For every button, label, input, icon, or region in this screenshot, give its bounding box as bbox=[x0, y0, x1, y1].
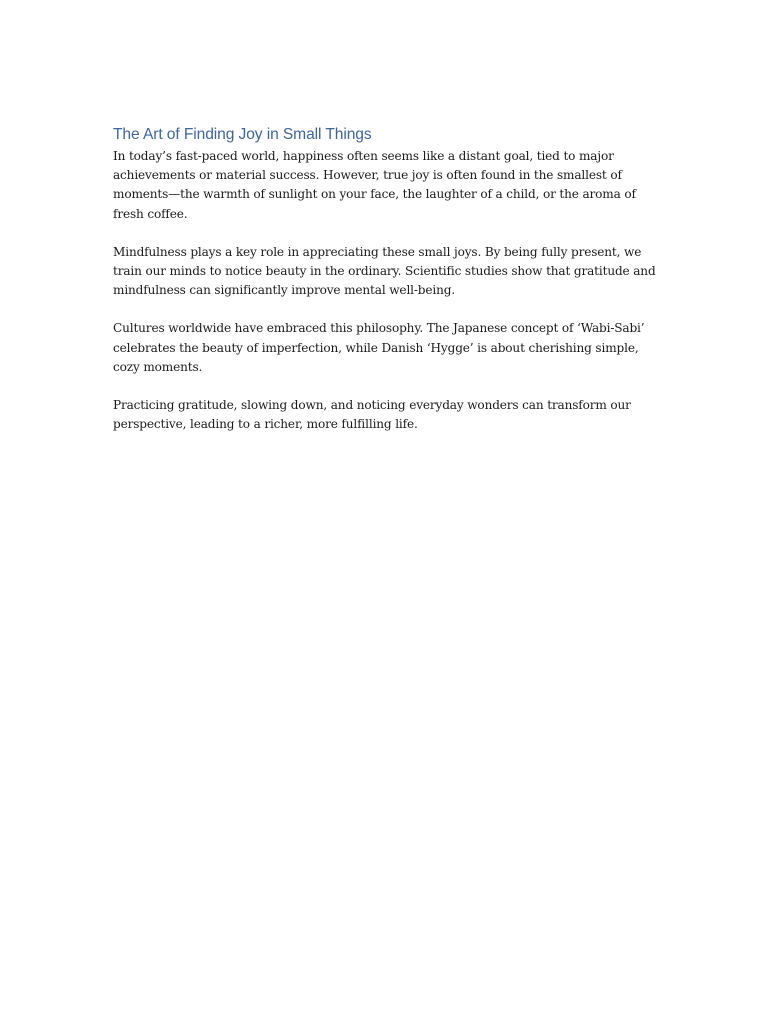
paragraph-cultures: Cultures worldwide have embraced this philosophy. The Japanese concept of ‘Wabi-Sabi’ celebrates the beauty of imperfection, while Danish ‘Hygge’ is about cherishing simple, cozy moments. bbox=[113, 321, 645, 374]
paragraph-intro: In today’s fast-paced world, happiness often seems like a distant goal, tied to major achievements or material success. However, true joy is often found in the smallest of moments—the warmth of sunlight on your face, the laughter of a child, or the aroma of fresh coffee. bbox=[113, 149, 636, 221]
paragraph-mindfulness: Mindfulness plays a key role in appreciating these small joys. By being fully present, we train our minds to notice beauty in the ordinary. Scientific studies show that gratitude and mindfulness can significantly improve mental well-being. bbox=[113, 244, 656, 298]
document-title: The Art of Finding Joy in Small Things bbox=[113, 126, 372, 143]
document-body bbox=[113, 124, 658, 453]
paragraph-conclusion: Practicing gratitude, slowing down, and noticing everyday wonders can transform our perspective, leading to a richer, more fulfilling life. bbox=[113, 398, 631, 432]
